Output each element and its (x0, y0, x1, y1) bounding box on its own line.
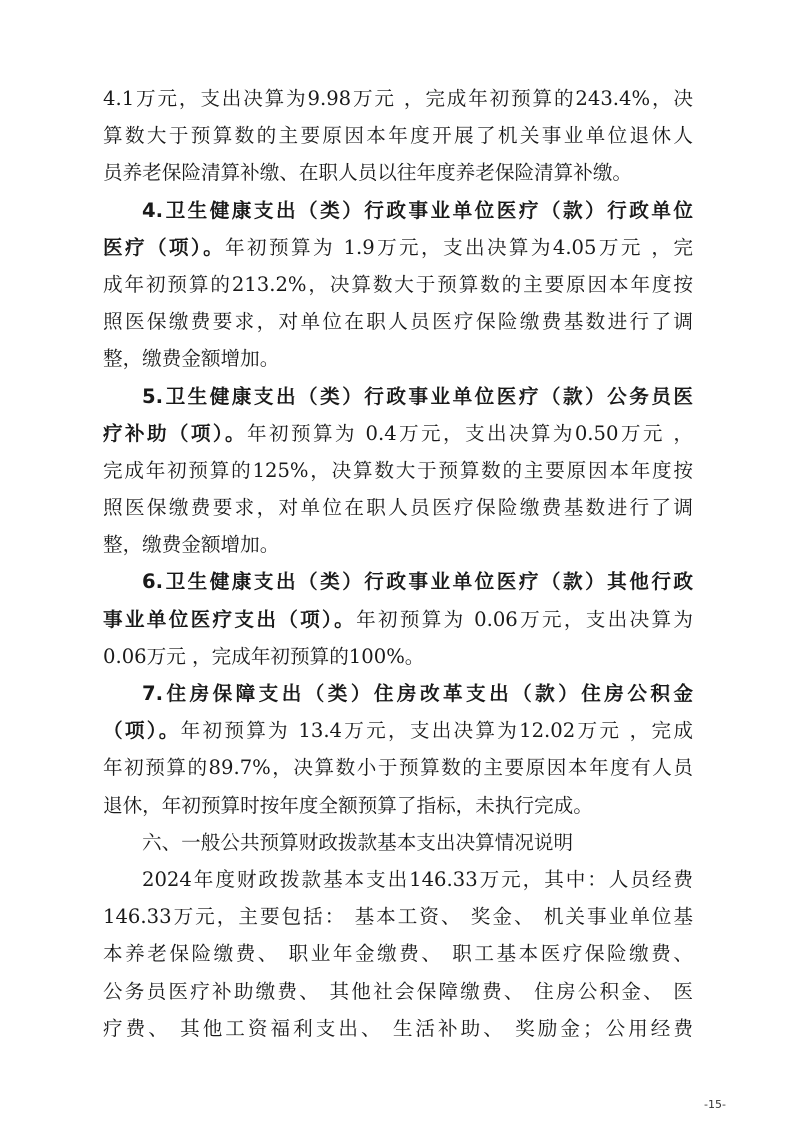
text-line (103, 489, 693, 526)
text-line (103, 675, 693, 712)
text-line (103, 117, 693, 154)
body-text: 0.06万元 ，完成年初预算的100%。 (103, 644, 425, 668)
text-line (103, 601, 693, 638)
body-text: 完成年初预算的125%，决算数大于预算数的主要原因本年度按 (103, 458, 693, 482)
bold-heading-text: 7.住房保障支出（类）住房改革支出（款）住房公积金 (142, 682, 693, 705)
text-line (103, 192, 693, 229)
body-text: 年初预算为 0.06万元，支出决算为 (356, 607, 693, 631)
bold-heading-text: 5.卫生健康支出（类）行政事业单位医疗（款）公务员医 (142, 384, 693, 408)
text-line (103, 303, 693, 340)
bold-heading-text: 医疗（项）。 (103, 235, 226, 259)
body-text: 照医保缴费要求，对单位在职人员医疗保险缴费基数进行了调 (103, 310, 693, 334)
text-line (103, 415, 693, 452)
text-line (103, 1010, 693, 1047)
text-line (103, 526, 693, 563)
body-text: 公务员医疗补助缴费、 其他社会保障缴费、 住房公积金、 医 (103, 979, 693, 1003)
text-line (103, 452, 693, 489)
text-line (103, 266, 693, 303)
text-line (103, 861, 693, 898)
text-line (103, 229, 693, 266)
text-line (103, 898, 693, 935)
text-line (103, 787, 693, 824)
bold-heading-text: 事业单位医疗支出（项）。 (103, 607, 357, 631)
body-text: 照医保缴费要求，对单位在职人员医疗保险缴费基数进行了调 (103, 496, 693, 520)
text-line (103, 749, 693, 786)
body-text: 年初预算为 0.4万元，支出决算为0.50万元 ， (247, 421, 694, 445)
body-text: 年初预算为 1.9万元，支出决算为4.05万元 ，完 (225, 235, 693, 259)
body-text: 整，缴费金额增加。 (103, 533, 280, 557)
bold-heading-text: 4.卫生健康支出（类）行政事业单位医疗（款）行政单位 (142, 198, 693, 222)
body-text: 员养老保险清算补缴、在职人员以往年度养老保险清算补缴。 (103, 161, 633, 185)
text-line (103, 378, 693, 415)
section-heading-text: 六、一般公共预算财政拨款基本支出决算情况说明 (142, 830, 574, 854)
text-line (103, 154, 693, 191)
body-text: 4.1万元，支出决算为9.98万元 ，完成年初预算的243.4%，决 (103, 87, 693, 110)
body-text: 成年初预算的213.2%，决算数大于预算数的主要原因本年度按 (103, 272, 693, 296)
bold-heading-text: 6.卫生健康支出（类）行政事业单位医疗（款）其他行政 (142, 570, 693, 594)
bold-heading-text: 疗补助（项）。 (103, 421, 248, 445)
text-line (103, 712, 693, 749)
body-text: 退休，年初预算时按年度全额预算了指标，未执行完成。 (103, 793, 593, 817)
page-number: -15- (704, 1098, 726, 1111)
body-text: 2024年度财政拨款基本支出146.33万元，其中：人员经费 (142, 867, 693, 891)
section-heading (103, 824, 693, 861)
body-text: 算数大于预算数的主要原因本年度开展了机关事业单位退休人 (103, 124, 693, 148)
text-line (103, 973, 693, 1010)
text-line (103, 80, 693, 117)
body-text: 146.33万元，主要包括： 基本工资、 奖金、 机关事业单位基 (103, 905, 693, 929)
text-line (103, 935, 693, 972)
body-text: 疗费、 其他工资福利支出、 生活补助、 奖励金；公用经费 (103, 1016, 693, 1040)
body-text: 年初预算为 13.4万元，支出决算为12.02万元 ，完成 (180, 719, 693, 743)
text-line (103, 563, 693, 600)
body-text: 整，缴费金额增加。 (103, 347, 280, 371)
text-line (103, 638, 693, 675)
bold-heading-text: （项）。 (103, 719, 181, 743)
body-text: 本养老保险缴费、 职业年金缴费、 职工基本医疗保险缴费、 (103, 942, 693, 966)
document-body (103, 80, 693, 1047)
body-text: 年初预算的89.7%，决算数小于预算数的主要原因本年度有人员 (103, 756, 693, 780)
text-line (103, 340, 693, 377)
